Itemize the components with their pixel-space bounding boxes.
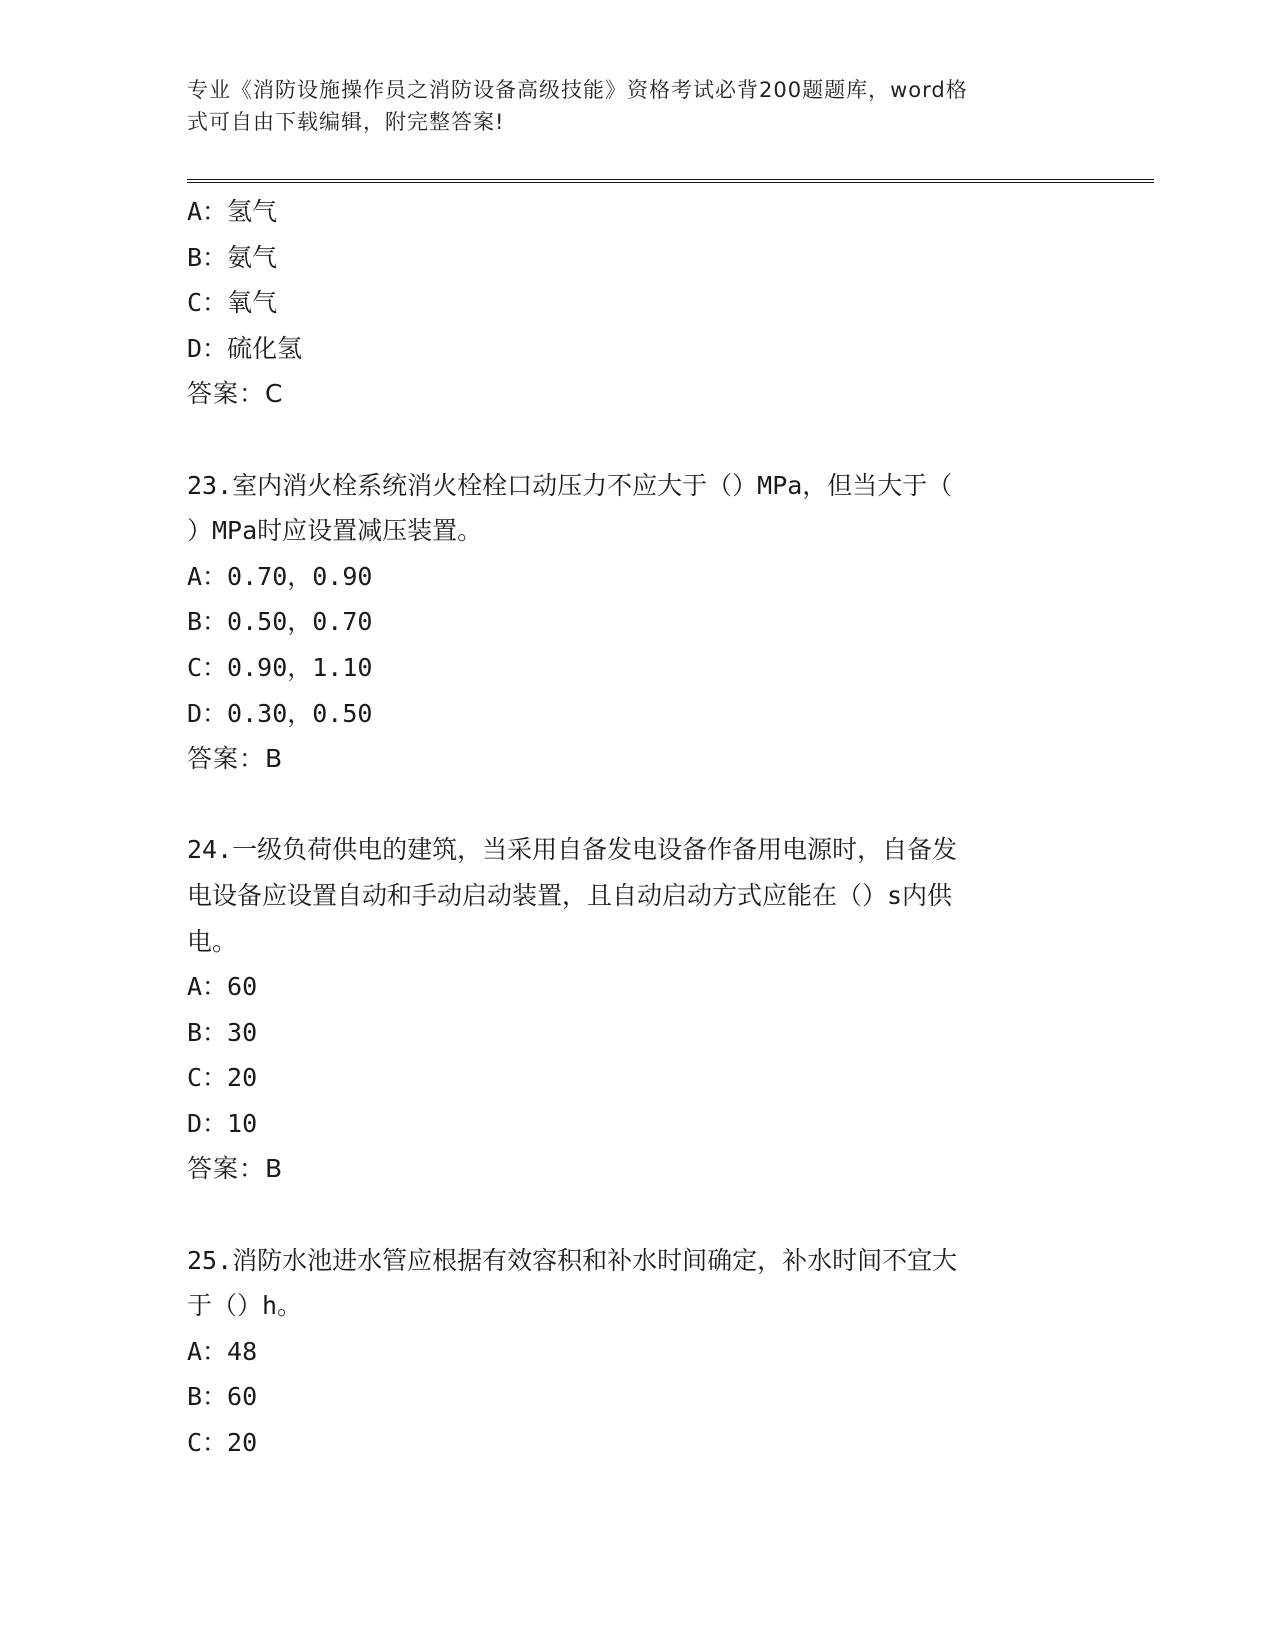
option-a: A：48 xyxy=(187,1336,258,1366)
answer: 答案：B xyxy=(187,1154,284,1184)
option-d: D：10 xyxy=(187,1108,258,1138)
spacer xyxy=(187,1192,1077,1238)
question-24 xyxy=(187,827,1077,1192)
option-c: C：氧气 xyxy=(187,288,278,318)
question-stem: 于（）h。 xyxy=(187,1291,303,1321)
spacer xyxy=(187,782,1077,828)
question-stem: 23.室内消火栓系统消火栓栓口动压力不应大于（）MPa，但当大于（ xyxy=(187,470,953,500)
question-25 xyxy=(187,1238,1077,1466)
question-23 xyxy=(187,463,1077,782)
question-stem: ）MPa时应设置减压装置。 xyxy=(187,516,483,546)
option-b: B：0.50，0.70 xyxy=(187,607,373,637)
header-line-1: 专业《消防设施操作员之消防设备高级技能》资格考试必背200题题库，word格 xyxy=(187,78,968,102)
answer: 答案：C xyxy=(187,379,284,409)
question-stem: 电设备应设置自动和手动启动装置，且自动启动方式应能在（）s内供 xyxy=(187,880,953,910)
answer: 答案：B xyxy=(187,744,284,774)
question-list xyxy=(187,189,1077,1466)
spacer xyxy=(187,417,1077,463)
option-a: A：60 xyxy=(187,972,258,1002)
option-d: D：0.30，0.50 xyxy=(187,698,373,728)
header-line-2: 式可自由下载编辑，附完整答案! xyxy=(187,110,505,134)
question-22 xyxy=(187,189,1077,417)
option-b: B：30 xyxy=(187,1017,258,1047)
question-stem: 电。 xyxy=(187,926,238,956)
option-c: C：20 xyxy=(187,1428,258,1458)
option-a: A：0.70，0.90 xyxy=(187,561,373,591)
document-header xyxy=(187,74,1067,138)
option-a: A：氢气 xyxy=(187,197,278,226)
question-stem: 24.一级负荷供电的建筑，当采用自备发电设备作备用电源时，自备发 xyxy=(187,835,958,865)
option-b: B：60 xyxy=(187,1382,258,1412)
header-divider xyxy=(187,179,1154,183)
option-c: C：20 xyxy=(187,1063,258,1093)
question-stem: 25.消防水池进水管应根据有效容积和补水时间确定，补水时间不宜大 xyxy=(187,1245,958,1275)
option-d: D：硫化氢 xyxy=(187,333,303,363)
option-c: C：0.90，1.10 xyxy=(187,652,373,682)
option-b: B：氨气 xyxy=(187,242,278,272)
